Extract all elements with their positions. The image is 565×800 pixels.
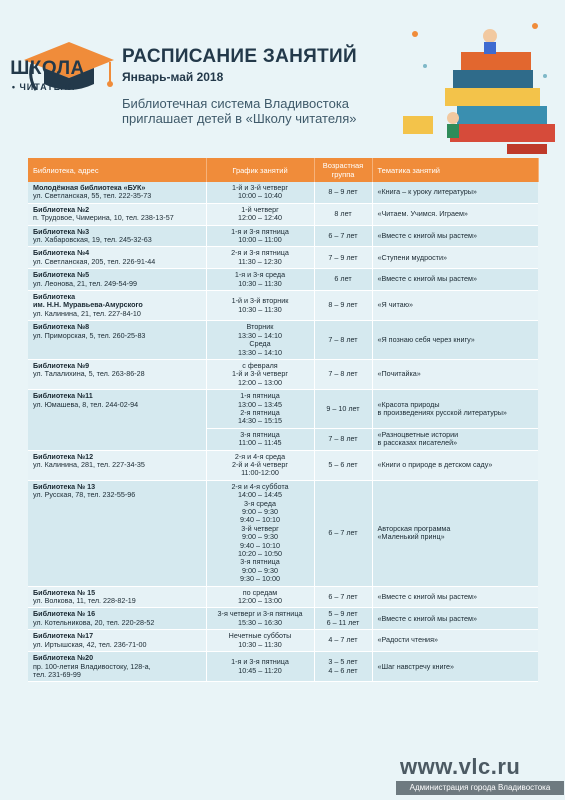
schedule-line: 11:00-12:00 xyxy=(241,468,279,478)
topic-cell xyxy=(372,586,538,608)
library-name: Библиотека №2 xyxy=(33,204,90,214)
table-row xyxy=(28,203,538,225)
schedule-cell xyxy=(206,359,314,389)
schedule-line: 3-я пятница xyxy=(240,557,280,567)
schedule-line: 3-й четверг xyxy=(241,523,279,533)
schedule-cell xyxy=(206,630,314,652)
schedule-cell xyxy=(206,428,314,450)
schedule-line: Вторник xyxy=(246,322,274,332)
library-name: Библиотека №5 xyxy=(33,270,90,280)
schedule-line: 9:30 – 10:00 xyxy=(240,574,280,584)
schedule-line: 10:30 – 11:30 xyxy=(238,278,282,288)
topic-cell xyxy=(372,480,538,586)
topic-line: «Вместе с книгой мы растем» xyxy=(377,591,477,601)
library-address: ул. Волкова, 11, тел. 228-82-19 xyxy=(33,596,136,606)
schedule-line: с февраля xyxy=(242,360,278,370)
library-cell xyxy=(28,291,206,321)
topic-cell xyxy=(372,269,538,291)
schedule-line: Нечетные субботы xyxy=(228,631,292,641)
schedule-line: 10:00 – 11:00 xyxy=(238,235,282,245)
age-cell: 7 – 8 лет xyxy=(314,359,372,389)
schedule-line: 9:00 – 9:30 xyxy=(242,507,278,516)
schedule-line: 14:30 – 15:15 xyxy=(238,416,282,426)
schedule-cell xyxy=(206,480,314,586)
table-row xyxy=(28,390,538,429)
age-cell: 7 – 8 лет xyxy=(314,321,372,360)
library-name: Библиотека № 13 xyxy=(33,481,96,491)
library-name: Библиотека № 16 xyxy=(33,609,96,619)
period-subtitle: Январь-май 2018 xyxy=(122,70,224,84)
topic-cell xyxy=(372,225,538,247)
library-address: ул. Юмашева, 8, тел. 244-02-94 xyxy=(33,399,139,409)
library-address: ул. Приморская, 5, тел. 260-25-83 xyxy=(33,330,146,340)
library-cell xyxy=(28,247,206,269)
topic-line: «Вместе с книгой мы растем» xyxy=(377,613,477,623)
schedule-line: 10:45 – 11:20 xyxy=(238,665,282,675)
schedule-table xyxy=(28,158,539,682)
table-row xyxy=(28,247,538,269)
library-cell xyxy=(28,608,206,630)
library-name: Библиотека №12 xyxy=(33,451,94,461)
schedule-line: 12:00 – 13:00 xyxy=(238,377,282,387)
library-address: ул. Светланская, 205, тел. 226-91-44 xyxy=(33,256,156,266)
schedule-line: 1-й и 3-й четверг xyxy=(232,183,288,192)
schedule-line: по средам xyxy=(242,587,278,597)
library-address: ул. Котельникова, 20, тел. 220-28-52 xyxy=(33,617,155,627)
admin-caption: Администрация города Владивостока xyxy=(396,781,564,795)
topic-cell xyxy=(372,428,538,450)
library-cell xyxy=(28,652,206,682)
schedule-line: 2-я и 4-я среда xyxy=(234,451,286,461)
table-row xyxy=(28,269,538,291)
schedule-line: 10:30 – 11:30 xyxy=(238,639,282,649)
schedule-line: 2-й и 4-й четверг xyxy=(232,459,288,469)
schedule-line: 3-я пятница xyxy=(240,429,280,439)
age-cell: 3 – 5 лет 4 – 6 лет xyxy=(314,652,372,682)
topic-line: «Красота природы xyxy=(377,399,440,409)
schedule-line: 1-я и 3-я пятница xyxy=(231,226,289,236)
topic-line: «Книги о природе в детском саду» xyxy=(377,459,493,469)
schedule-cell xyxy=(206,390,314,429)
topic-cell xyxy=(372,359,538,389)
library-address: ул. Калинина, 21, тел. 227-84-10 xyxy=(33,308,141,318)
schedule-cell xyxy=(206,225,314,247)
schedule-line: 15:30 – 16:30 xyxy=(238,617,282,627)
topic-cell xyxy=(372,608,538,630)
column-header: График занятий xyxy=(206,158,314,182)
schedule-line: 3-я четверг и 3-я пятница xyxy=(217,609,303,619)
schedule-line: 13:30 – 14:10 xyxy=(238,347,282,357)
schedule-cell xyxy=(206,652,314,682)
age-cell: 5 – 9 лет 6 – 11 лет xyxy=(314,608,372,630)
schedule-line: 1-я и 3-я среда xyxy=(234,270,286,280)
topic-cell xyxy=(372,247,538,269)
age-cell: 6 лет xyxy=(314,269,372,291)
intro-text xyxy=(122,96,402,126)
library-name: Библиотека №8 xyxy=(33,322,90,332)
library-address: пр. 100-летия Владивостоку, 128-а, xyxy=(33,661,151,671)
age-cell: 8 – 9 лет xyxy=(314,182,372,203)
schedule-line: 10:30 – 11:30 xyxy=(238,304,282,314)
library-address: тел. 231-69-99 xyxy=(33,669,81,679)
site-url: www.vlc.ru xyxy=(400,754,521,779)
age-cell: 7 – 9 лет xyxy=(314,247,372,269)
schedule-line: Среда xyxy=(249,339,271,349)
schedule-cell xyxy=(206,247,314,269)
page-title: РАСПИСАНИЕ ЗАНЯТИЙ xyxy=(122,46,357,67)
schedule-line: 2-я и 3-я пятница xyxy=(231,248,289,258)
library-address: ул. Талалихина, 5, тел. 263-86-28 xyxy=(33,369,145,379)
topic-line: «Книга – к уроку литературы» xyxy=(377,187,477,197)
header xyxy=(0,0,565,150)
schedule-cell xyxy=(206,450,314,480)
library-name: Библиотека №17 xyxy=(33,631,94,641)
library-cell xyxy=(28,586,206,608)
logo-title: ШКОЛА xyxy=(10,58,85,79)
library-cell xyxy=(28,359,206,389)
topic-cell xyxy=(372,182,538,203)
logo-subtitle: • ЧИТАТЕЛЯ • xyxy=(11,82,84,92)
topic-line: «Шаг навстречу книге» xyxy=(377,661,454,671)
library-address: ул. Хабаровская, 19, тел. 245-32-63 xyxy=(33,235,152,245)
library-name: Библиотека №4 xyxy=(33,248,90,258)
intro-line: Библиотечная система Владивостока xyxy=(122,96,350,111)
schedule-line: 12:00 – 13:00 xyxy=(238,596,282,606)
library-cell xyxy=(28,182,206,203)
table-row xyxy=(28,225,538,247)
schedule-line: 1-й и 3-й вторник xyxy=(231,296,289,306)
topic-line: «Читаем. Учимся. Играем» xyxy=(377,209,468,219)
topic-line: «Вместе с книгой мы растем» xyxy=(377,274,477,284)
table-header-row xyxy=(28,158,538,182)
schedule-line: 10:00 – 10:40 xyxy=(238,191,282,201)
table-row xyxy=(28,480,538,586)
library-name: Библиотека №9 xyxy=(33,360,90,370)
schedule-line: 13:30 – 14:10 xyxy=(238,330,282,340)
library-address: п. Трудовое, Чимерина, 10, тел. 238-13-57 xyxy=(33,213,174,223)
library-name: им. Н.Н. Муравьева-Амурского xyxy=(33,300,143,310)
library-cell xyxy=(28,480,206,586)
topic-cell xyxy=(372,291,538,321)
schedule-line: 9:00 – 9:30 xyxy=(242,532,278,542)
schedule-line: 3-я среда xyxy=(244,498,276,508)
schedule-line: 11:00 – 11:45 xyxy=(238,438,282,448)
library-address: ул. Иртышская, 42, тел. 236-71-00 xyxy=(33,639,147,649)
topic-line: «Ступени мудрости» xyxy=(377,252,447,262)
topic-line: в рассказах писателей» xyxy=(377,438,458,448)
books-illustration-icon xyxy=(395,6,560,156)
library-name: Библиотека xyxy=(33,292,76,302)
library-name: Молодёжная библиотека «БУК» xyxy=(33,183,146,192)
schedule-line: 12:00 – 12:40 xyxy=(238,213,282,223)
library-address: ул. Калинина, 281, тел. 227-34-35 xyxy=(33,459,145,469)
library-name: Библиотека №20 xyxy=(33,653,94,663)
topic-line: «Вместе с книгой мы растем» xyxy=(377,230,477,240)
library-cell xyxy=(28,225,206,247)
topic-cell xyxy=(372,203,538,225)
library-address: ул. Русская, 78, тел. 232-55-96 xyxy=(33,490,136,500)
library-cell xyxy=(28,269,206,291)
age-cell: 6 – 7 лет xyxy=(314,586,372,608)
age-cell: 8 – 9 лет xyxy=(314,291,372,321)
table-row xyxy=(28,586,538,608)
topic-cell xyxy=(372,652,538,682)
schedule-cell xyxy=(206,203,314,225)
library-address: ул. Леонова, 21, тел. 249-54-99 xyxy=(33,278,137,288)
library-cell xyxy=(28,390,206,450)
age-cell: 6 – 7 лет xyxy=(314,225,372,247)
schedule-line: 9:40 – 10:10 xyxy=(240,540,280,550)
age-cell: 8 лет xyxy=(314,203,372,225)
schedule-line: 10:20 – 10:50 xyxy=(238,549,282,559)
column-header: Возрастная группа xyxy=(314,158,372,182)
table-row xyxy=(28,291,538,321)
topic-line: «Я читаю» xyxy=(377,300,414,310)
schedule-line: 9:00 – 9:30 xyxy=(242,565,278,575)
library-cell xyxy=(28,203,206,225)
library-name: Библиотека №3 xyxy=(33,226,90,236)
table-row xyxy=(28,450,538,480)
topic-line: «Я познаю себя через книгу» xyxy=(377,334,475,344)
table-row xyxy=(28,630,538,652)
library-cell xyxy=(28,450,206,480)
column-header: Библиотека, адрес xyxy=(28,158,206,182)
library-name: Библиотека № 15 xyxy=(33,587,96,597)
schedule-line: 11:30 – 12:30 xyxy=(238,256,282,266)
intro-line: приглашает детей в «Школу читателя» xyxy=(122,111,357,126)
table-row xyxy=(28,359,538,389)
column-header: Тематика занятий xyxy=(372,158,538,182)
schedule-line: 2-я пятница xyxy=(240,407,280,417)
schedule-cell xyxy=(206,321,314,360)
schedule-cell xyxy=(206,586,314,608)
schedule-line: 1-я и 3-я пятница xyxy=(231,657,289,667)
schedule-cell xyxy=(206,182,314,203)
topic-cell xyxy=(372,390,538,429)
schedule-cell xyxy=(206,291,314,321)
table-row xyxy=(28,608,538,630)
schedule-cell xyxy=(206,608,314,630)
topic-line: «Маленький принц» xyxy=(377,532,445,542)
topic-line: «Радости чтения» xyxy=(377,635,438,645)
schedule-line: 9:40 – 10:10 xyxy=(240,515,280,525)
topic-cell xyxy=(372,630,538,652)
age-cell: 9 – 10 лет xyxy=(314,390,372,429)
topic-line: «Разноцветные истории xyxy=(377,429,459,439)
library-address: ул. Светланская, 55, тел. 222-35-73 xyxy=(33,191,152,201)
table-row xyxy=(28,652,538,682)
topic-line: в произведениях русской литературы» xyxy=(377,407,507,417)
schedule-line: 13:00 – 13:45 xyxy=(238,399,282,409)
schedule-line: 1-й четверг xyxy=(241,204,279,214)
topic-cell xyxy=(372,321,538,360)
topic-cell xyxy=(372,450,538,480)
age-cell: 7 – 8 лет xyxy=(314,428,372,450)
topic-line: Авторская программа xyxy=(377,523,451,533)
schedule-line: 1-й и 3-й четверг xyxy=(232,369,288,379)
library-cell xyxy=(28,630,206,652)
schedule-line: 2-я и 4-я суббота xyxy=(231,481,289,491)
age-cell: 5 – 6 лет xyxy=(314,450,372,480)
schedule-line: 14:00 – 14:45 xyxy=(238,490,282,500)
table-row xyxy=(28,321,538,360)
library-cell xyxy=(28,321,206,360)
schedule-cell xyxy=(206,269,314,291)
age-cell: 6 – 7 лет xyxy=(314,480,372,586)
table-row xyxy=(28,182,538,203)
library-name: Библиотека №11 xyxy=(33,391,93,401)
topic-line: «Почитайка» xyxy=(377,369,421,379)
schedule-line: 1-я пятница xyxy=(240,391,280,401)
age-cell: 4 – 7 лет xyxy=(314,630,372,652)
